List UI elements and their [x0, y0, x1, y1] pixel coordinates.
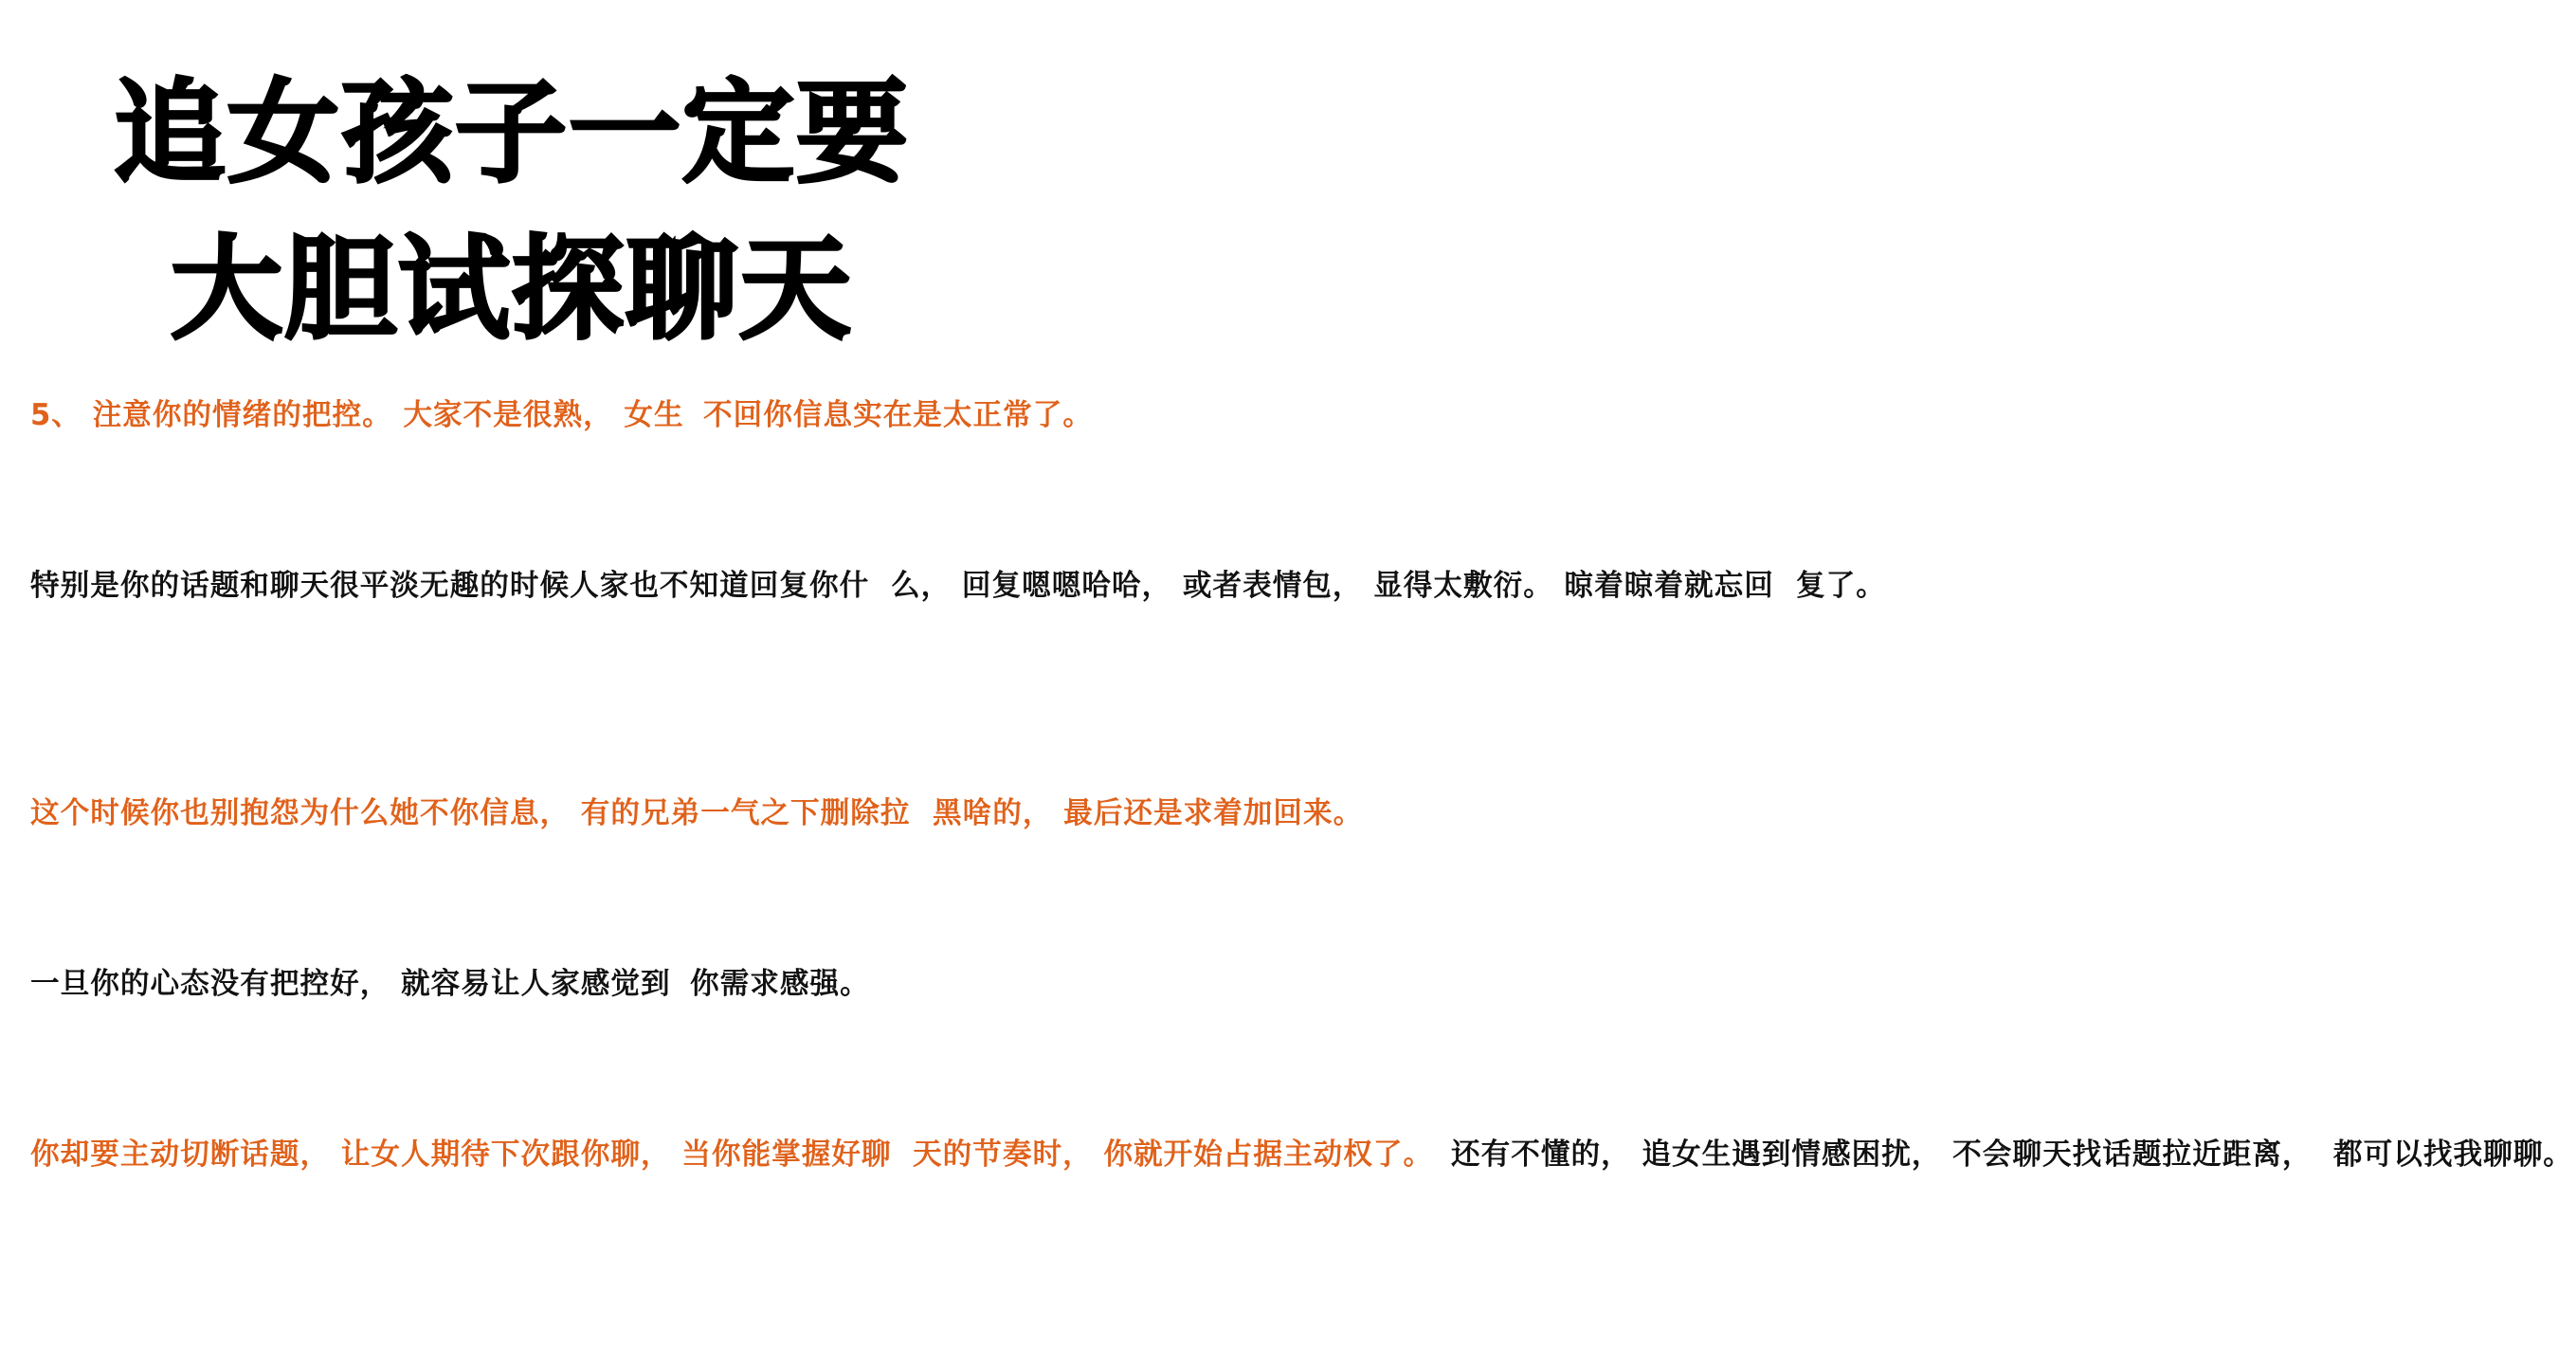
paragraph-line: 不回你信息实在是太正常了。: [702, 398, 1093, 432]
paragraph-line: 这个时候你也别抱怨为什么她不你信息， 有的兄弟一气之下删除拉: [30, 796, 911, 830]
title-line-1: 追女孩子一定要: [113, 67, 910, 198]
title-line-2: 大胆试探聊天: [170, 224, 853, 355]
paragraph-closing: [30, 1126, 2574, 1183]
paragraph-line: 复了。: [1795, 569, 1886, 603]
paragraph-line: 5、 注意你的情绪的把控。 大家不是很熟， 女生: [30, 398, 684, 432]
paragraph-dont-complain: [30, 785, 1363, 842]
paragraph-line: 黑啥的， 最后还是求着加回来。: [932, 796, 1363, 830]
paragraph-emotion-control: [30, 387, 1093, 444]
paragraph-mindset: [30, 956, 997, 1012]
paragraph-line: 你却要主动切断话题， 让女人期待下次跟你聊， 当你能掌握好聊: [30, 1138, 892, 1172]
paragraph-line: 么， 回复嗯嗯哈哈， 或者表情包， 显得太敷衍。 晾着晾着就忘回: [890, 569, 1774, 603]
paragraph-line: 天的节奏时， 你就开始占据主动权了。: [913, 1138, 1434, 1172]
paragraph-boring-topics: [30, 557, 1886, 614]
paragraph-line: 还有不懂的， 追女生遇到情感困扰， 不会聊天找话题拉近距离，: [1450, 1138, 2313, 1172]
paragraph-line: 都可以找我聊聊。: [2333, 1138, 2574, 1172]
paragraph-line: 一旦你的心态没有把控好， 就容易让人家感觉到: [30, 967, 671, 1001]
paragraph-line: 特别是你的话题和聊天很平淡无趣的时候人家也不知道回复你什: [30, 569, 870, 603]
paragraph-line: 你需求感强。: [689, 967, 870, 1001]
